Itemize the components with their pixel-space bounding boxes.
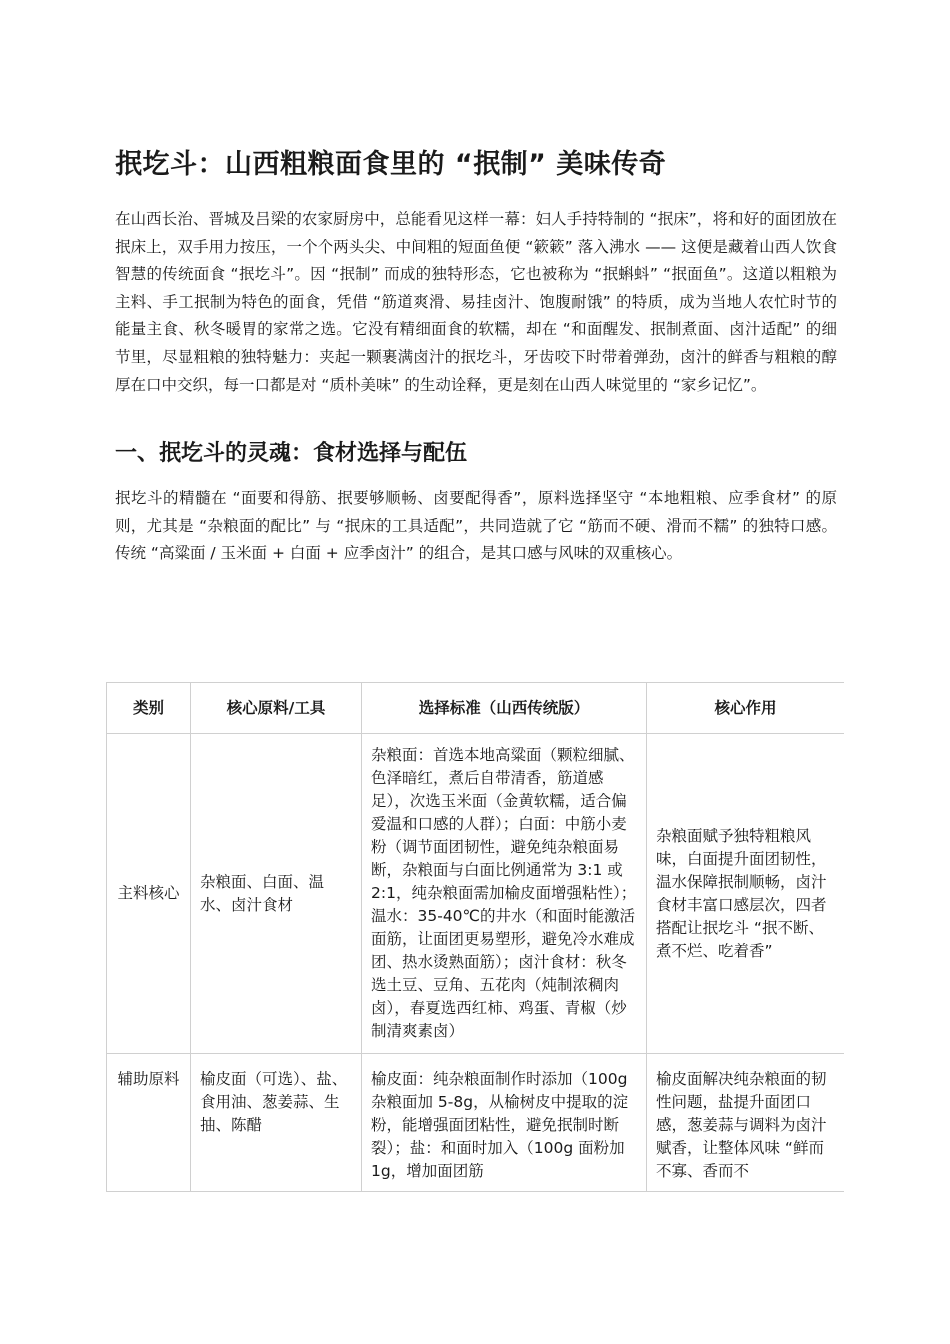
table-header-row <box>107 683 845 734</box>
ingredients-table-wrapper <box>106 682 844 1218</box>
section-heading: 一、抿圪斗的灵魂：食材选择与配伍 <box>115 441 468 467</box>
cell-standard: 杂粮面：首选本地高粱面（颗粒细腻、色泽暗红，煮后自带清香，筋道感足），次选玉米面（金黄软糯，适合偏爱温和口感的人群）；白面：中筋小麦粉（调节面团韧性，避免纯杂粮面易断，杂粮面与白面比例通常为 3:1 或 2:1，纯杂粮面需加榆皮面增强粘性）；温水：35-40℃的井水（和面时能激活面筋，让面团更易塑形，避免冷水难成团、热水烫熟面筋）；卤汁食材：秋冬选土豆、豆角、五花肉（炖制浓稠肉卤），春夏选西红柿、鸡蛋、青椒（炒制清爽素卤） <box>362 734 647 1054</box>
page-title: 抿圪斗：山西粗粮面食里的 “抿制” 美味传奇 <box>115 149 667 180</box>
intro-paragraph: 在山西长治、晋城及吕梁的农家厨房中，总能看见这样一幕：妇人手持特制的 “抿床”，将和好的面团放在抿床上，双手用力按压，一个个两头尖、中间粗的短面鱼便 “簌簌” 落入沸水 —— 这便是藏着山西人饮食智慧的传统面食 “抿圪斗”。因 “抿制” 而成的独特形态，它也被称为 “抿蝌蚪” “抿面鱼”。这道以粗粮为主料、手工抿制为特色的面食，凭借 “筋道爽滑、易挂卤汁、饱腹耐饿” 的特质，成为当地人农忙时节的能量主食、秋冬暖胃的家常之选。它没有精细面食的软糯，却在 “和面醒发、抿制煮面、卤汁适配” 的细节里，尽显粗粮的独特魅力：夹起一颗裹满卤汁的抿圪斗，牙齿咬下时带着弹劲，卤汁的鲜香与粗粮的醇厚在口中交织，每一口都是对 “质朴美味” 的生动诠释，更是刻在山西人味觉里的 “家乡记忆”。 <box>115 210 837 394</box>
header-standard: 选择标准（山西传统版） <box>362 683 647 734</box>
cell-standard: 榆皮面：纯杂粮面制作时添加（100g 杂粮面加 5-8g，从榆树皮中提取的淀粉，能增强面团粘性，避免抿制时断裂）；盐：和面时加入（100g 面粉加 1g，增加面团筋 <box>362 1054 647 1192</box>
document-body <box>115 146 837 568</box>
cell-materials: 榆皮面（可选）、盐、食用油、葱姜蒜、生抽、陈醋 <box>191 1054 362 1192</box>
header-role: 核心作用 <box>647 683 845 734</box>
header-materials: 核心原料/工具 <box>191 683 362 734</box>
cell-category: 主料核心 <box>107 734 191 1054</box>
cell-materials: 杂粮面、白面、温水、卤汁食材 <box>191 734 362 1054</box>
table-row <box>107 1054 845 1192</box>
cell-role: 榆皮面解决纯杂粮面的韧性问题，盐提升面团口感，葱姜蒜与调料为卤汁赋香，让整体风味 “鲜而不寡、香而不 <box>647 1054 845 1192</box>
table-row <box>107 734 845 1054</box>
section-paragraph: 抿圪斗的精髓在 “面要和得筋、抿要够顺畅、卤要配得香”，原料选择坚守 “本地粗粮、应季食材” 的原则，尤其是 “杂粮面的配比” 与 “抿床的工具适配”，共同造就了它 “筋而不硬、滑而不糯” 的独特口感。传统 “高粱面 / 玉米面 + 白面 + 应季卤汁” 的组合，是其口感与风味的双重核心。 <box>115 489 837 563</box>
header-category: 类别 <box>107 683 191 734</box>
ingredients-table <box>106 682 844 1192</box>
cell-category: 辅助原料 <box>107 1054 191 1192</box>
cell-role: 杂粮面赋予独特粗粮风味，白面提升面团韧性，温水保障抿制顺畅，卤汁食材丰富口感层次，四者搭配让抿圪斗 “抿不断、煮不烂、吃着香” <box>647 734 845 1054</box>
